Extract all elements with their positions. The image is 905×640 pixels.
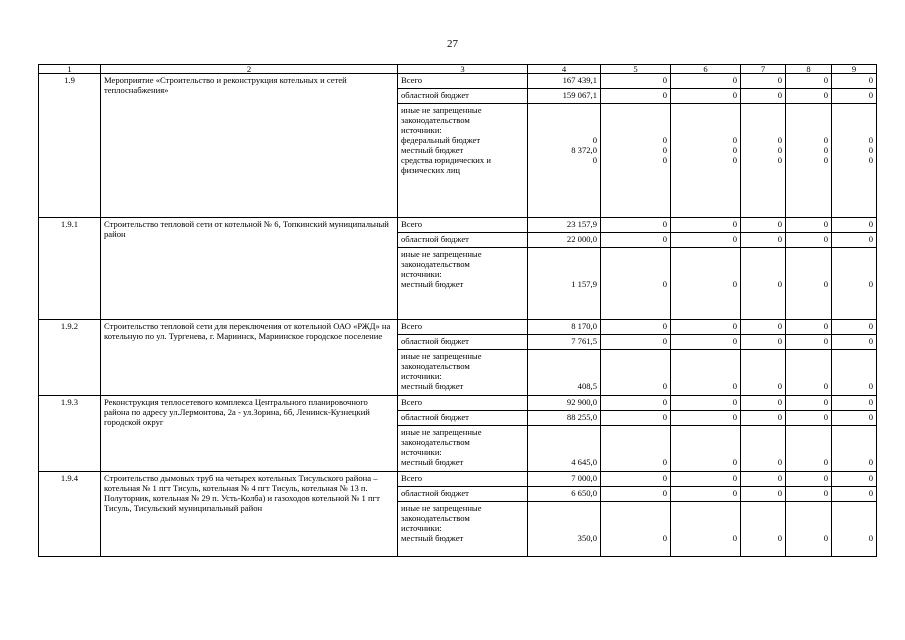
header-cell: 9 xyxy=(832,65,877,74)
amount-line xyxy=(835,447,873,457)
header-cell: 4 xyxy=(528,65,601,74)
funding-source-line: иные не запрещенные xyxy=(401,249,482,259)
amount-cell: 0 xyxy=(601,396,671,411)
amount-line xyxy=(604,437,667,447)
amount-line xyxy=(789,115,828,125)
amount-line: 0 xyxy=(868,279,873,289)
amount-line: 0 xyxy=(777,145,782,155)
header-cell: 3 xyxy=(398,65,528,74)
amount-line xyxy=(789,513,828,523)
item-code: 1.9.4 xyxy=(39,472,101,557)
amount-cell: 0 xyxy=(671,233,741,248)
amount-cell: 0 xyxy=(741,320,786,335)
amount-line: 0 xyxy=(732,155,737,165)
amount-line xyxy=(604,105,667,115)
amount-line: 0 xyxy=(662,145,667,155)
amount-line xyxy=(744,437,782,447)
amount-line xyxy=(744,105,782,115)
amount-line xyxy=(744,259,782,269)
amount-line: 408,5 xyxy=(577,381,597,391)
amount-cell: 0 xyxy=(741,233,786,248)
amount-line xyxy=(835,105,873,115)
amount-line: 0 xyxy=(662,155,667,165)
amount-cell: 7 761,5 xyxy=(528,335,601,350)
amount-line xyxy=(744,249,782,259)
amount-cell xyxy=(832,104,877,218)
amount-cell: 0 xyxy=(601,411,671,426)
amount-line: 0 xyxy=(592,135,597,145)
amount-cell xyxy=(741,426,786,472)
amount-line xyxy=(531,269,597,279)
amount-line xyxy=(674,105,737,115)
amount-line xyxy=(674,351,737,361)
amount-line: 0 xyxy=(823,279,828,289)
amount-cell: 0 xyxy=(832,335,877,350)
amount-line xyxy=(789,249,828,259)
header-cell: 7 xyxy=(741,65,786,74)
amount-line: 0 xyxy=(662,279,667,289)
amount-line xyxy=(674,269,737,279)
amount-line xyxy=(835,269,873,279)
funding-source-line: источники: xyxy=(401,269,442,279)
amount-cell: 0 xyxy=(786,74,832,89)
amount-line: 0 xyxy=(777,457,782,467)
funding-source-line: физических лиц xyxy=(401,165,461,175)
amount-line xyxy=(744,115,782,125)
amount-cell xyxy=(786,426,832,472)
amount-line xyxy=(835,361,873,371)
amount-line xyxy=(789,427,828,437)
item-code: 1.9.2 xyxy=(39,320,101,396)
amount-line xyxy=(674,259,737,269)
funding-source xyxy=(398,350,528,396)
amount-line: 0 xyxy=(823,381,828,391)
amount-cell: 0 xyxy=(741,74,786,89)
amount-line: 0 xyxy=(732,145,737,155)
amount-line: 0 xyxy=(662,135,667,145)
amount-line: 0 xyxy=(777,155,782,165)
amount-cell xyxy=(741,350,786,396)
amount-line xyxy=(674,523,737,533)
item-name: Строительство тепловой сети для переключения от котельной ОАО «РЖД» на котельную по ул. Тургенева, г. Мариинск, Мариинское городское поселение xyxy=(101,320,398,396)
funding-source xyxy=(398,248,528,320)
amount-cell xyxy=(601,502,671,557)
header-cell: 5 xyxy=(601,65,671,74)
amount-cell xyxy=(741,502,786,557)
amount-cell xyxy=(528,104,601,218)
amount-line xyxy=(674,371,737,381)
amount-line xyxy=(674,503,737,513)
amount-line: 0 xyxy=(823,145,828,155)
amount-cell xyxy=(741,248,786,320)
amount-line xyxy=(604,351,667,361)
amount-cell: 0 xyxy=(786,396,832,411)
amount-line xyxy=(604,259,667,269)
amount-line xyxy=(531,249,597,259)
amount-line xyxy=(674,427,737,437)
funding-source-line: законодательством xyxy=(401,361,470,371)
table-row xyxy=(39,396,877,411)
funding-source xyxy=(398,502,528,557)
amount-line xyxy=(744,523,782,533)
amount-cell xyxy=(528,502,601,557)
amount-cell xyxy=(832,426,877,472)
amount-cell: 0 xyxy=(741,218,786,233)
table-row xyxy=(39,218,877,233)
amount-cell xyxy=(832,502,877,557)
amount-cell xyxy=(528,426,601,472)
amount-cell: 0 xyxy=(741,487,786,502)
funding-source-line: иные не запрещенные xyxy=(401,351,482,361)
amount-cell: 0 xyxy=(741,396,786,411)
item-name: Реконструкция теплосетевого комплекса Центрального планировочного района по адресу ул.Лермонтова, 2а - ул.Зорина, 6б, Ленинск-Кузнецкий городской округ xyxy=(101,396,398,472)
amount-line: 0 xyxy=(777,533,782,543)
amount-cell: 0 xyxy=(601,233,671,248)
amount-line xyxy=(744,269,782,279)
amount-line xyxy=(531,503,597,513)
funding-source-line: источники: xyxy=(401,447,442,457)
funding-source: Всего xyxy=(398,320,528,335)
amount-line xyxy=(604,361,667,371)
amount-cell: 92 900,0 xyxy=(528,396,601,411)
amount-line xyxy=(531,165,597,175)
amount-cell xyxy=(786,248,832,320)
amount-cell: 0 xyxy=(786,320,832,335)
amount-cell: 0 xyxy=(671,411,741,426)
amount-line: 0 xyxy=(868,381,873,391)
amount-cell: 0 xyxy=(832,472,877,487)
amount-line xyxy=(674,447,737,457)
amount-line: 0 xyxy=(662,381,667,391)
amount-line xyxy=(531,125,597,135)
amount-line xyxy=(531,427,597,437)
amount-line xyxy=(835,125,873,135)
item-name: Мероприятие «Строительство и реконструкция котельных и сетей теплоснабжения» xyxy=(101,74,398,218)
funding-source-line: иные не запрещенные xyxy=(401,503,482,513)
amount-cell xyxy=(671,104,741,218)
amount-cell: 0 xyxy=(832,89,877,104)
amount-line xyxy=(531,115,597,125)
amount-cell: 0 xyxy=(671,335,741,350)
header-row xyxy=(39,65,877,74)
amount-line xyxy=(531,523,597,533)
table-body xyxy=(39,65,877,557)
funding-source-line: законодательством xyxy=(401,115,470,125)
amount-cell: 0 xyxy=(601,487,671,502)
amount-cell: 0 xyxy=(832,218,877,233)
amount-line xyxy=(835,115,873,125)
amount-line xyxy=(835,437,873,447)
funding-source-line: источники: xyxy=(401,125,442,135)
amount-line: 1 157,9 xyxy=(571,279,597,289)
amount-cell xyxy=(601,426,671,472)
amount-line xyxy=(531,447,597,457)
amount-cell: 0 xyxy=(601,335,671,350)
funding-source: областной бюджет xyxy=(398,335,528,350)
amount-cell xyxy=(671,426,741,472)
amount-line xyxy=(744,513,782,523)
amount-cell: 0 xyxy=(741,472,786,487)
amount-cell: 0 xyxy=(601,472,671,487)
amount-cell xyxy=(832,248,877,320)
amount-cell: 0 xyxy=(601,89,671,104)
amount-line xyxy=(835,523,873,533)
funding-source: областной бюджет xyxy=(398,233,528,248)
funding-source-line: средства юридических и xyxy=(401,155,491,165)
table-row xyxy=(39,472,877,487)
amount-line xyxy=(674,437,737,447)
amount-line xyxy=(789,371,828,381)
amount-line: 0 xyxy=(823,533,828,543)
amount-cell xyxy=(786,104,832,218)
amount-line: 0 xyxy=(777,279,782,289)
amount-line xyxy=(835,249,873,259)
header-cell: 6 xyxy=(671,65,741,74)
table-row xyxy=(39,74,877,89)
header-cell: 1 xyxy=(39,65,101,74)
amount-cell: 0 xyxy=(671,218,741,233)
amount-line xyxy=(531,259,597,269)
amount-line xyxy=(789,437,828,447)
funding-source: областной бюджет xyxy=(398,411,528,426)
amount-line xyxy=(674,165,737,175)
amount-line xyxy=(531,371,597,381)
funding-source-line: законодательством xyxy=(401,437,470,447)
amount-cell: 0 xyxy=(786,218,832,233)
amount-line: 0 xyxy=(777,135,782,145)
table-row xyxy=(39,320,877,335)
funding-source-line: федеральный бюджет xyxy=(401,135,481,145)
amount-line xyxy=(604,269,667,279)
amount-cell: 6 650,0 xyxy=(528,487,601,502)
amount-line xyxy=(604,115,667,125)
amount-line xyxy=(744,503,782,513)
amount-cell: 0 xyxy=(832,74,877,89)
funding-source: областной бюджет xyxy=(398,487,528,502)
funding-source: Всего xyxy=(398,218,528,233)
amount-cell: 0 xyxy=(786,233,832,248)
amount-cell: 0 xyxy=(671,472,741,487)
funding-source-line: иные не запрещенные xyxy=(401,105,482,115)
amount-cell xyxy=(671,350,741,396)
amount-cell: 0 xyxy=(832,233,877,248)
amount-line: 0 xyxy=(662,533,667,543)
page-number: 27 xyxy=(447,38,458,50)
amount-line xyxy=(789,361,828,371)
amount-line xyxy=(789,447,828,457)
amount-line xyxy=(789,165,828,175)
amount-line: 0 xyxy=(732,533,737,543)
amount-line xyxy=(604,523,667,533)
amount-cell: 88 255,0 xyxy=(528,411,601,426)
amount-line xyxy=(674,115,737,125)
amount-cell: 0 xyxy=(832,411,877,426)
amount-line: 350,0 xyxy=(577,533,597,543)
amount-line xyxy=(531,351,597,361)
amount-cell: 0 xyxy=(741,411,786,426)
amount-line xyxy=(789,351,828,361)
amount-line xyxy=(744,427,782,437)
item-code: 1.9.3 xyxy=(39,396,101,472)
funding-source: областной бюджет xyxy=(398,89,528,104)
amount-line: 0 xyxy=(732,135,737,145)
amount-line xyxy=(744,371,782,381)
amount-line xyxy=(744,447,782,457)
amount-cell: 0 xyxy=(671,487,741,502)
amount-line xyxy=(531,513,597,523)
amount-cell: 0 xyxy=(671,89,741,104)
amount-cell xyxy=(528,350,601,396)
funding-source xyxy=(398,104,528,218)
funding-source-line: местный бюджет xyxy=(401,279,464,289)
amount-line xyxy=(604,427,667,437)
amount-line: 0 xyxy=(732,279,737,289)
funding-source: Всего xyxy=(398,74,528,89)
amount-line xyxy=(604,503,667,513)
funding-source-line: иные не запрещенные xyxy=(401,427,482,437)
budget-table xyxy=(38,64,877,557)
amount-cell: 0 xyxy=(832,487,877,502)
amount-cell xyxy=(601,350,671,396)
amount-line xyxy=(835,165,873,175)
item-name: Строительство дымовых труб на четырех котельных Тисульского района – котельная № 1 пгт Тисуль, котельная № 4 пгт Тисуль, котельная № 13 п. Полуторник, котельная № 29 п. Усть-Колба) и газоходов котельной № 1 пгт Тисуль, Тисульский муниципальный район xyxy=(101,472,398,557)
amount-cell: 159 067,1 xyxy=(528,89,601,104)
amount-line xyxy=(674,513,737,523)
amount-cell: 22 000,0 xyxy=(528,233,601,248)
amount-cell xyxy=(528,248,601,320)
amount-cell xyxy=(832,350,877,396)
amount-cell: 167 439,1 xyxy=(528,74,601,89)
amount-line xyxy=(604,371,667,381)
amount-cell xyxy=(786,502,832,557)
amount-line xyxy=(835,427,873,437)
amount-cell: 0 xyxy=(671,74,741,89)
amount-cell: 0 xyxy=(786,335,832,350)
amount-line xyxy=(604,125,667,135)
amount-line: 0 xyxy=(823,457,828,467)
amount-cell xyxy=(601,104,671,218)
amount-cell: 0 xyxy=(741,335,786,350)
amount-cell xyxy=(671,502,741,557)
amount-line xyxy=(674,125,737,135)
amount-line xyxy=(744,165,782,175)
amount-cell: 0 xyxy=(741,89,786,104)
amount-cell: 0 xyxy=(832,396,877,411)
amount-line xyxy=(531,105,597,115)
amount-cell: 0 xyxy=(832,320,877,335)
amount-cell: 0 xyxy=(786,89,832,104)
amount-line: 0 xyxy=(777,381,782,391)
amount-line xyxy=(744,361,782,371)
amount-line xyxy=(531,361,597,371)
item-code: 1.9 xyxy=(39,74,101,218)
amount-cell: 8 170,0 xyxy=(528,320,601,335)
amount-line xyxy=(835,371,873,381)
amount-line: 0 xyxy=(868,155,873,165)
amount-line: 0 xyxy=(823,135,828,145)
amount-cell: 0 xyxy=(786,487,832,502)
amount-line xyxy=(835,503,873,513)
amount-cell xyxy=(601,248,671,320)
amount-line xyxy=(789,269,828,279)
amount-cell: 0 xyxy=(601,218,671,233)
amount-line: 0 xyxy=(823,155,828,165)
funding-source-line: местный бюджет xyxy=(401,381,464,391)
amount-cell: 0 xyxy=(601,320,671,335)
amount-line xyxy=(674,361,737,371)
amount-line xyxy=(789,259,828,269)
funding-source-line: местный бюджет xyxy=(401,457,464,467)
amount-line: 0 xyxy=(662,457,667,467)
amount-cell xyxy=(671,248,741,320)
amount-line xyxy=(744,125,782,135)
amount-cell: 23 157,9 xyxy=(528,218,601,233)
amount-line: 0 xyxy=(732,381,737,391)
funding-source: Всего xyxy=(398,472,528,487)
funding-source-line: местный бюджет xyxy=(401,145,464,155)
amount-cell: 0 xyxy=(671,396,741,411)
amount-cell: 0 xyxy=(671,320,741,335)
funding-source-line: источники: xyxy=(401,371,442,381)
amount-line xyxy=(789,125,828,135)
amount-line xyxy=(789,523,828,533)
header-cell: 2 xyxy=(101,65,398,74)
funding-source-line: законодательством xyxy=(401,259,470,269)
amount-line: 0 xyxy=(868,135,873,145)
amount-line: 0 xyxy=(868,457,873,467)
amount-cell: 0 xyxy=(786,472,832,487)
amount-line xyxy=(835,259,873,269)
funding-source-line: законодательством xyxy=(401,513,470,523)
amount-line xyxy=(835,513,873,523)
amount-line: 0 xyxy=(868,145,873,155)
funding-source-line: источники: xyxy=(401,523,442,533)
amount-line xyxy=(674,249,737,259)
funding-source xyxy=(398,426,528,472)
amount-line xyxy=(604,165,667,175)
amount-line: 0 xyxy=(592,155,597,165)
amount-cell: 0 xyxy=(601,74,671,89)
amount-line xyxy=(531,437,597,447)
amount-cell: 0 xyxy=(786,411,832,426)
amount-line: 4 645,0 xyxy=(571,457,597,467)
amount-line: 8 372,0 xyxy=(571,145,597,155)
header-cell: 8 xyxy=(786,65,832,74)
amount-line: 0 xyxy=(732,457,737,467)
amount-line: 0 xyxy=(868,533,873,543)
amount-line xyxy=(835,351,873,361)
amount-line xyxy=(604,513,667,523)
amount-line xyxy=(789,503,828,513)
amount-cell xyxy=(786,350,832,396)
amount-line xyxy=(789,105,828,115)
item-name: Строительство тепловой сети от котельной № 6, Топкинский муниципальный район xyxy=(101,218,398,320)
funding-source: Всего xyxy=(398,396,528,411)
amount-cell: 7 000,0 xyxy=(528,472,601,487)
amount-line xyxy=(744,351,782,361)
amount-cell xyxy=(741,104,786,218)
amount-line xyxy=(604,249,667,259)
item-code: 1.9.1 xyxy=(39,218,101,320)
amount-line xyxy=(604,447,667,457)
funding-source-line: местный бюджет xyxy=(401,533,464,543)
